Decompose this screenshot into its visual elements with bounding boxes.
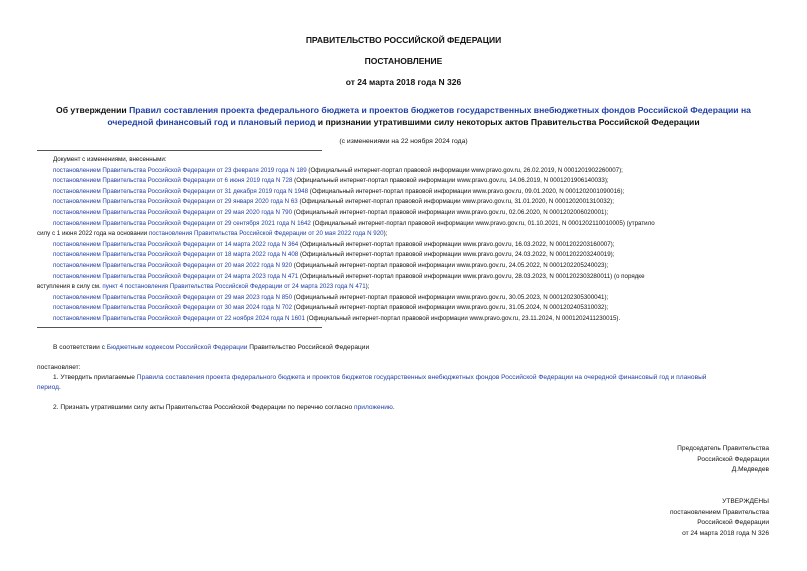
title-rules-link[interactable]: Правил составления проекта федерального бюджета и проектов бюджетов государственных внебюджетных фондов Российской Федерации на очередной финансовый год и плановый период (107, 105, 751, 127)
change-text: (Официальный интернет-портал правовой информации www.pravo.gov.ru, 30.05.2023, N 0001202305300041); (292, 293, 609, 301)
change-text: (Официальный интернет-портал правовой информации www.pravo.gov.ru, 02.06.2020, N 0001202006020001); (292, 208, 609, 216)
paragraph-1 (37, 373, 767, 393)
paragraph-2 (37, 403, 783, 413)
change-item (37, 166, 767, 177)
appendix-link[interactable]: приложению (354, 404, 393, 411)
change-text: (Официальный интернет-портал правовой информации www.pravo.gov.ru, 26.02.2019, N 0001201902260007); (306, 166, 623, 174)
accordance-suffix: Правительство Российской Федерации (247, 344, 370, 351)
change-text: (Официальный интернет-портал правовой информации www.pravo.gov.ru, 01.10.2021, N 0001202110010005) (утратило (310, 219, 655, 227)
change-text: (Официальный интернет-портал правовой информации www.pravo.gov.ru, 31.05.2024, N 0001202405310032); (292, 304, 609, 312)
change-text: вступления в силу см. (37, 283, 103, 291)
change-item (37, 250, 767, 261)
change-item (37, 314, 767, 325)
government-heading: ПРАВИТЕЛЬСТВО РОССИЙСКОЙ ФЕДЕРАЦИИ (305, 35, 502, 45)
change-text: (Официальный интернет-портал правовой информации www.pravo.gov.ru, 16.03.2022, N 0001202203160007); (298, 240, 615, 248)
change-link[interactable]: постановлением Правительства Российской Федерации от 23 февраля 2019 года N 189 (53, 166, 307, 174)
changes-date: (с изменениями на 22 ноября 2024 года) (339, 138, 468, 145)
signature-name: Д.Медведев (731, 466, 769, 473)
change-text: (Официальный интернет-портал правовой информации www.pravo.gov.ru, 09.01.2020, N 0001202001090016); (308, 187, 625, 195)
approved-heading: УТВЕРЖДЕНЫ (722, 498, 769, 505)
change-link[interactable]: постановлением Правительства Российской Федерации от 31 декабря 2019 года N 1948 (53, 187, 309, 195)
changes-heading: Документ с изменениями, внесенными: (53, 156, 167, 163)
change-item (37, 240, 767, 251)
change-link[interactable]: постановлением Правительства Российской Федерации от 18 марта 2022 года N 408 (53, 251, 299, 259)
change-link[interactable]: постановлением Правительства Российской Федерации от 29 мая 2020 года N 790 (53, 208, 293, 216)
change-text: (Официальный интернет-портал правовой информации www.pravo.gov.ru, 31.01.2020, N 0001202001310032); (297, 198, 614, 206)
change-text: ); (365, 283, 370, 291)
change-link[interactable]: постановлением Правительства Российской Федерации от 22 ноября 2024 года N 1601 (53, 314, 305, 322)
document-title (40, 104, 767, 128)
paragraph-1-line-1 (37, 373, 767, 383)
change-item (37, 187, 767, 198)
rules-link-continuation[interactable]: период (37, 384, 59, 391)
resolves-label: постановляет: (37, 364, 81, 371)
approved-date: от 24 марта 2018 года N 326 (682, 529, 769, 537)
paragraph-1-suffix: . (58, 384, 61, 391)
doc-date-heading: от 24 марта 2018 года N 326 (345, 77, 462, 87)
change-item (37, 293, 767, 304)
change-link[interactable]: постановлением Правительства Российской Федерации от 24 марта 2023 года N 471 (53, 272, 299, 280)
paragraph-2-suffix: . (392, 404, 395, 411)
change-link[interactable]: постановлением Правительства Российской Федерации от 14 марта 2022 года N 364 (53, 240, 299, 248)
change-text: (Официальный интернет-портал правовой информации www.pravo.gov.ru, 14.06.2019, N 0001201906140033); (292, 177, 609, 185)
change-link[interactable]: постановлением Правительства Российской Федерации от 29 сентября 2021 года N 1642 (53, 219, 311, 227)
change-link[interactable]: постановлением Правительства Российской Федерации от 6 июня 2019 года N 728 (53, 177, 293, 185)
change-text: (Официальный интернет-портал правовой информации www.pravo.gov.ru, 28.03.2023, N 0001202303280011) (о порядке (298, 272, 645, 280)
change-link[interactable]: постановлением Правительства Российской Федерации от 29 января 2020 года N 63 (53, 198, 298, 206)
change-item (37, 176, 767, 187)
change-link[interactable]: постановления Правительства Российской Федерации от 20 мая 2022 года N 920 (148, 230, 384, 238)
approved-by: постановлением Правительства (669, 508, 769, 516)
change-item-continuation (37, 282, 767, 293)
divider-bottom (37, 327, 322, 328)
change-item (37, 208, 767, 219)
change-item (37, 272, 767, 283)
accordance-paragraph (37, 343, 783, 353)
paragraph-1-line-2 (37, 383, 767, 393)
change-link[interactable]: постановлением Правительства Российской Федерации от 30 мая 2024 года N 702 (53, 304, 293, 312)
change-item (37, 303, 767, 314)
change-item (37, 261, 767, 272)
rules-link[interactable]: Правила составления проекта федерального бюджета и проектов бюджетов государственных внебюджетных фондов Российской Федерации на очередной финансовый год и плановый (136, 374, 707, 381)
signature-position: Председатель Правительства (677, 445, 769, 452)
change-text: силу с 1 июня 2022 года на основании (37, 230, 149, 238)
approved-country: Российской Федерации (697, 519, 769, 526)
title-prefix: Об утверждении (56, 105, 130, 115)
change-text: (Официальный интернет-портал правовой информации www.pravo.gov.ru, 23.11.2024, N 0001202411230015). (304, 314, 621, 322)
change-text: (Официальный интернет-портал правовой информации www.pravo.gov.ru, 24.05.2022, N 0001202205240023); (292, 261, 609, 269)
change-text: (Официальный интернет-портал правовой информации www.pravo.gov.ru, 24.03.2022, N 0001202203240019); (298, 251, 615, 259)
divider-top (37, 150, 322, 151)
signature-block (677, 444, 769, 476)
doc-type-heading: ПОСТАНОВЛЕНИЕ (364, 56, 443, 66)
accordance-prefix: В соответствии с (53, 344, 107, 351)
paragraph-1-prefix: 1. Утвердить прилагаемые (53, 374, 137, 381)
change-item (37, 219, 767, 230)
change-item (37, 197, 767, 208)
change-link[interactable]: пункт 4 постановления Правительства Российской Федерации от 24 марта 2023 года N 471 (102, 283, 366, 291)
paragraph-2-prefix: 2. Признать утратившими силу акты Правительства Российской Федерации по перечню согласно (53, 404, 355, 411)
change-link[interactable]: постановлением Правительства Российской Федерации от 29 мая 2023 года N 850 (53, 293, 293, 301)
change-text: ); (383, 230, 388, 238)
change-item-continuation (37, 229, 767, 240)
approved-block (670, 497, 769, 539)
change-link[interactable]: постановлением Правительства Российской Федерации от 20 мая 2022 года N 920 (53, 261, 293, 269)
signature-country: Российской Федерации (697, 455, 769, 463)
title-suffix: и признании утратившими силу некоторых актов Правительства Российской Федерации (315, 117, 700, 127)
changes-list (37, 155, 767, 325)
budget-code-link[interactable]: Бюджетным кодексом Российской Федерации (106, 344, 248, 351)
